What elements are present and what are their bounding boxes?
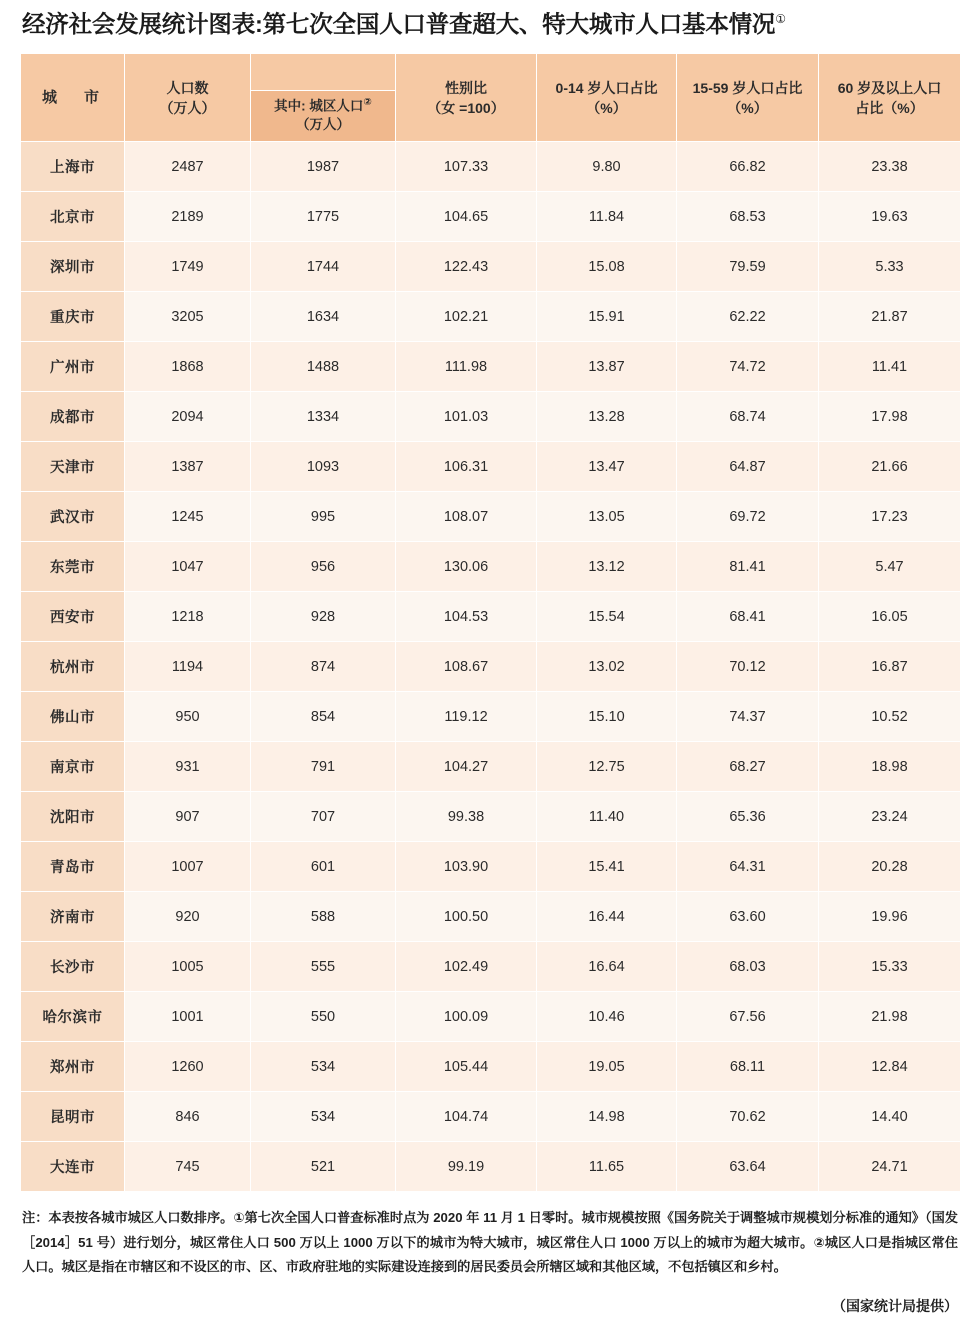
age-60-plus-cell: 21.87 <box>819 292 961 342</box>
column-header-urban-population-text: 其中: 城区人口 <box>274 98 364 114</box>
age-0-14-cell: 15.08 <box>537 242 677 292</box>
age-15-59-cell: 65.36 <box>677 792 819 842</box>
urban-population-cell: 928 <box>251 592 396 642</box>
age-0-14-cell: 13.02 <box>537 642 677 692</box>
population-cell: 907 <box>125 792 251 842</box>
table-notes: 注：本表按各城市城区人口数排序。①第七次全国人口普查标准时点为 2020 年 11 月 1 日零时。城市规模按照《国务院关于调整城市规模划分标准的通知》（国发［2014］51 号）进行划分，城区常住人口 500 万以上 1000 万以下的城市为特大城市，城区常住人口 1000 万以上的城市为超大城市。②城区人口是指城区常住人口。城区是指在市辖区和不设区的市、区、市政府驻地的实际建设连接到的居民委员会所辖区域和其他区域，不包括镇区和乡村。 <box>22 1210 958 1275</box>
sex-ratio-cell: 102.21 <box>396 292 537 342</box>
population-cell: 1260 <box>125 1042 251 1092</box>
urban-population-cell: 854 <box>251 692 396 742</box>
age-15-59-cell: 64.87 <box>677 442 819 492</box>
population-cell: 1868 <box>125 342 251 392</box>
table-body <box>21 142 961 1192</box>
age-15-59-cell: 68.03 <box>677 942 819 992</box>
age-0-14-cell: 10.46 <box>537 992 677 1042</box>
age-0-14-cell: 14.98 <box>537 1092 677 1142</box>
age-0-14-cell: 9.80 <box>537 142 677 192</box>
age-60-plus-cell: 19.96 <box>819 892 961 942</box>
population-cell: 1749 <box>125 242 251 292</box>
age-0-14-cell: 11.40 <box>537 792 677 842</box>
age-0-14-cell: 13.05 <box>537 492 677 542</box>
age-60-plus-cell: 20.28 <box>819 842 961 892</box>
city-name-cell: 大连市 <box>21 1142 125 1192</box>
age-15-59-cell: 63.60 <box>677 892 819 942</box>
age-0-14-cell: 15.10 <box>537 692 677 742</box>
age-0-14-cell: 15.41 <box>537 842 677 892</box>
age-60-plus-cell: 15.33 <box>819 942 961 992</box>
sex-ratio-cell: 119.12 <box>396 692 537 742</box>
table-row <box>21 392 961 442</box>
city-name-cell: 昆明市 <box>21 1092 125 1142</box>
urban-population-cell: 707 <box>251 792 396 842</box>
age-0-14-cell: 16.44 <box>537 892 677 942</box>
age-15-59-cell: 74.72 <box>677 342 819 392</box>
title-footnote-marker: ① <box>775 12 786 27</box>
age-60-plus-cell: 16.05 <box>819 592 961 642</box>
urban-population-cell: 588 <box>251 892 396 942</box>
age-0-14-cell: 15.91 <box>537 292 677 342</box>
table-row <box>21 792 961 842</box>
age-15-59-cell: 67.56 <box>677 992 819 1042</box>
column-header-sex-ratio-line2: （女 =100） <box>427 99 505 116</box>
age-60-plus-cell: 14.40 <box>819 1092 961 1142</box>
column-header-age-0-14-line1: 0-14 岁人口占比 <box>555 79 658 96</box>
urban-population-cell: 601 <box>251 842 396 892</box>
sex-ratio-cell: 122.43 <box>396 242 537 292</box>
column-header-population-line2: （万人） <box>159 99 216 116</box>
urban-population-cell: 521 <box>251 1142 396 1192</box>
column-header-age-15-59 <box>677 54 819 142</box>
population-cell: 2094 <box>125 392 251 442</box>
urban-population-cell: 791 <box>251 742 396 792</box>
table-row <box>21 842 961 892</box>
table-row <box>21 492 961 542</box>
age-0-14-cell: 13.12 <box>537 542 677 592</box>
age-60-plus-cell: 17.23 <box>819 492 961 542</box>
table-source: （国家统计局提供） <box>832 1297 958 1314</box>
population-table <box>20 53 961 1192</box>
population-cell: 1007 <box>125 842 251 892</box>
urban-population-cell: 874 <box>251 642 396 692</box>
age-15-59-cell: 62.22 <box>677 292 819 342</box>
age-0-14-cell: 13.87 <box>537 342 677 392</box>
city-name-cell: 沈阳市 <box>21 792 125 842</box>
column-header-age-15-59-line2: （%） <box>727 99 768 116</box>
table-header-row <box>21 54 961 91</box>
sex-ratio-cell: 100.50 <box>396 892 537 942</box>
sex-ratio-cell: 107.33 <box>396 142 537 192</box>
urban-population-cell: 534 <box>251 1042 396 1092</box>
urban-population-cell: 1744 <box>251 242 396 292</box>
city-name-cell: 上海市 <box>21 142 125 192</box>
city-name-cell: 深圳市 <box>21 242 125 292</box>
population-cell: 1001 <box>125 992 251 1042</box>
table-row <box>21 1042 961 1092</box>
urban-population-cell: 1093 <box>251 442 396 492</box>
city-name-cell: 西安市 <box>21 592 125 642</box>
age-60-plus-cell: 19.63 <box>819 192 961 242</box>
city-name-cell: 青岛市 <box>21 842 125 892</box>
page-title-text: 经济社会发展统计图表:第七次全国人口普查超大、特大城市人口基本情况 <box>22 11 776 37</box>
age-0-14-cell: 15.54 <box>537 592 677 642</box>
age-0-14-cell: 13.28 <box>537 392 677 442</box>
sex-ratio-cell: 104.27 <box>396 742 537 792</box>
age-15-59-cell: 70.12 <box>677 642 819 692</box>
page-title <box>22 10 958 39</box>
city-name-cell: 北京市 <box>21 192 125 242</box>
sex-ratio-cell: 106.31 <box>396 442 537 492</box>
sex-ratio-cell: 104.65 <box>396 192 537 242</box>
age-60-plus-cell: 10.52 <box>819 692 961 742</box>
age-60-plus-cell: 21.66 <box>819 442 961 492</box>
column-header-population-line1: 人口数 <box>166 79 209 96</box>
table-row <box>21 142 961 192</box>
title-block <box>20 0 960 45</box>
age-60-plus-cell: 23.24 <box>819 792 961 842</box>
column-header-age-15-59-line1: 15-59 岁人口占比 <box>692 79 803 96</box>
population-cell: 931 <box>125 742 251 792</box>
age-15-59-cell: 68.41 <box>677 592 819 642</box>
urban-population-cell: 1775 <box>251 192 396 242</box>
age-60-plus-cell: 16.87 <box>819 642 961 692</box>
urban-population-cell: 1488 <box>251 342 396 392</box>
population-cell: 1194 <box>125 642 251 692</box>
population-cell: 950 <box>125 692 251 742</box>
column-header-age-60-plus <box>819 54 961 142</box>
city-name-cell: 长沙市 <box>21 942 125 992</box>
city-name-cell: 南京市 <box>21 742 125 792</box>
population-cell: 3205 <box>125 292 251 342</box>
table-row <box>21 992 961 1042</box>
urban-population-cell: 555 <box>251 942 396 992</box>
city-name-cell: 广州市 <box>21 342 125 392</box>
city-name-cell: 东莞市 <box>21 542 125 592</box>
age-0-14-cell: 12.75 <box>537 742 677 792</box>
column-header-urban-population <box>251 91 396 142</box>
column-header-sex-ratio-line1: 性别比 <box>445 79 487 96</box>
sex-ratio-cell: 104.74 <box>396 1092 537 1142</box>
column-header-city: 城 市 <box>21 54 125 142</box>
city-name-cell: 天津市 <box>21 442 125 492</box>
sex-ratio-cell: 100.09 <box>396 992 537 1042</box>
population-cell: 1005 <box>125 942 251 992</box>
urban-population-cell: 1634 <box>251 292 396 342</box>
age-15-59-cell: 68.27 <box>677 742 819 792</box>
age-0-14-cell: 16.64 <box>537 942 677 992</box>
table-row <box>21 642 961 692</box>
age-15-59-cell: 81.41 <box>677 542 819 592</box>
table-row <box>21 892 961 942</box>
age-60-plus-cell: 5.47 <box>819 542 961 592</box>
city-name-cell: 杭州市 <box>21 642 125 692</box>
city-name-cell: 郑州市 <box>21 1042 125 1092</box>
age-15-59-cell: 68.53 <box>677 192 819 242</box>
city-name-cell: 济南市 <box>21 892 125 942</box>
age-15-59-cell: 74.37 <box>677 692 819 742</box>
column-header-sex-ratio <box>396 54 537 142</box>
age-0-14-cell: 19.05 <box>537 1042 677 1092</box>
age-0-14-cell: 11.65 <box>537 1142 677 1192</box>
table-row <box>21 192 961 242</box>
sex-ratio-cell: 108.07 <box>396 492 537 542</box>
city-name-cell: 佛山市 <box>21 692 125 742</box>
age-60-plus-cell: 5.33 <box>819 242 961 292</box>
age-15-59-cell: 79.59 <box>677 242 819 292</box>
urban-footnote-marker: ② <box>363 96 372 108</box>
column-header-urban-population-line2: （万人） <box>296 117 350 133</box>
age-60-plus-cell: 24.71 <box>819 1142 961 1192</box>
table-row <box>21 442 961 492</box>
age-15-59-cell: 63.64 <box>677 1142 819 1192</box>
column-header-age-60-plus-line2: 占比（%） <box>855 99 924 116</box>
column-header-urban-population-line1 <box>255 96 391 116</box>
column-header-age-60-plus-line1: 60 岁及以上人口 <box>837 79 942 96</box>
table-row <box>21 242 961 292</box>
urban-population-cell: 1987 <box>251 142 396 192</box>
age-0-14-cell: 11.84 <box>537 192 677 242</box>
table-row <box>21 542 961 592</box>
sex-ratio-cell: 101.03 <box>396 392 537 442</box>
table-row <box>21 592 961 642</box>
age-15-59-cell: 69.72 <box>677 492 819 542</box>
age-60-plus-cell: 17.98 <box>819 392 961 442</box>
column-header-age-0-14 <box>537 54 677 142</box>
table-row <box>21 692 961 742</box>
population-cell: 920 <box>125 892 251 942</box>
table-header <box>21 54 961 142</box>
sex-ratio-cell: 104.53 <box>396 592 537 642</box>
age-0-14-cell: 13.47 <box>537 442 677 492</box>
population-cell: 2487 <box>125 142 251 192</box>
sex-ratio-cell: 99.19 <box>396 1142 537 1192</box>
table-row <box>21 292 961 342</box>
population-cell: 1387 <box>125 442 251 492</box>
sex-ratio-cell: 108.67 <box>396 642 537 692</box>
urban-population-cell: 550 <box>251 992 396 1042</box>
table-row <box>21 742 961 792</box>
age-60-plus-cell: 12.84 <box>819 1042 961 1092</box>
population-cell: 1047 <box>125 542 251 592</box>
age-60-plus-cell: 23.38 <box>819 142 961 192</box>
sex-ratio-cell: 105.44 <box>396 1042 537 1092</box>
urban-population-cell: 534 <box>251 1092 396 1142</box>
population-cell: 1245 <box>125 492 251 542</box>
city-name-cell: 重庆市 <box>21 292 125 342</box>
column-header-urban-spacer <box>251 54 396 91</box>
age-60-plus-cell: 21.98 <box>819 992 961 1042</box>
age-60-plus-cell: 18.98 <box>819 742 961 792</box>
sex-ratio-cell: 102.49 <box>396 942 537 992</box>
table-row <box>21 1092 961 1142</box>
sex-ratio-cell: 103.90 <box>396 842 537 892</box>
table-row <box>21 342 961 392</box>
age-15-59-cell: 70.62 <box>677 1092 819 1142</box>
age-15-59-cell: 66.82 <box>677 142 819 192</box>
age-60-plus-cell: 11.41 <box>819 342 961 392</box>
urban-population-cell: 956 <box>251 542 396 592</box>
sex-ratio-cell: 130.06 <box>396 542 537 592</box>
population-cell: 1218 <box>125 592 251 642</box>
city-name-cell: 哈尔滨市 <box>21 992 125 1042</box>
age-15-59-cell: 64.31 <box>677 842 819 892</box>
urban-population-cell: 1334 <box>251 392 396 442</box>
city-name-cell: 成都市 <box>21 392 125 442</box>
table-row <box>21 942 961 992</box>
urban-population-cell: 995 <box>251 492 396 542</box>
city-name-cell: 武汉市 <box>21 492 125 542</box>
age-15-59-cell: 68.11 <box>677 1042 819 1092</box>
table-row <box>21 1142 961 1192</box>
population-cell: 745 <box>125 1142 251 1192</box>
sex-ratio-cell: 111.98 <box>396 342 537 392</box>
column-header-population <box>125 54 251 142</box>
population-cell: 2189 <box>125 192 251 242</box>
sex-ratio-cell: 99.38 <box>396 792 537 842</box>
age-15-59-cell: 68.74 <box>677 392 819 442</box>
population-cell: 846 <box>125 1092 251 1142</box>
column-header-age-0-14-line2: （%） <box>586 99 627 116</box>
